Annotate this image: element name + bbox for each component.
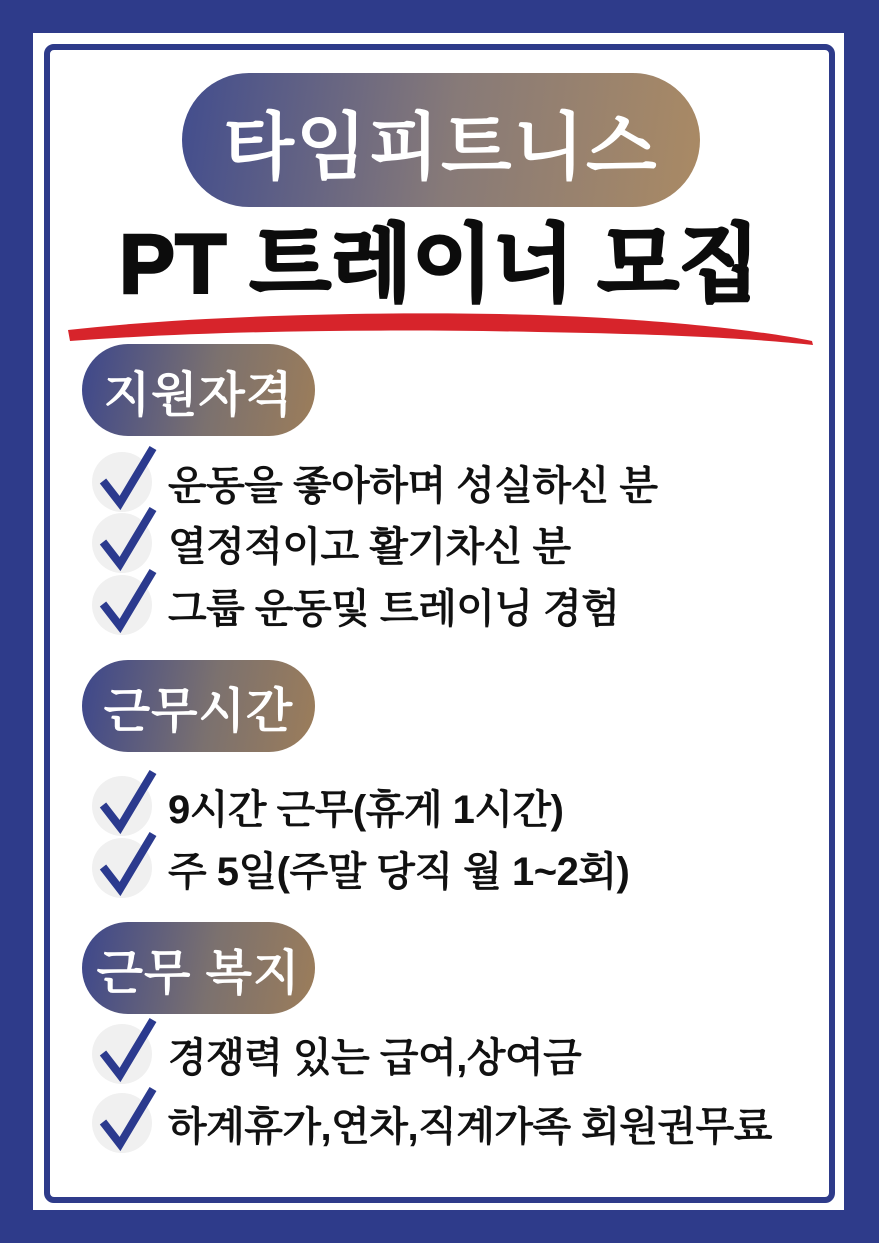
brand-name: 타임피트니스 <box>223 106 659 188</box>
section-pill-benefits <box>82 922 315 1014</box>
list-item-text: 그룹 운동및 트레이닝 경험 <box>168 586 620 631</box>
check-icon <box>92 838 152 898</box>
list-item <box>92 575 619 635</box>
headline: PT 트레이너 모집 <box>119 217 760 311</box>
list-item-text: 운동을 좋아하며 성실하신 분 <box>168 463 658 508</box>
check-icon <box>92 1093 152 1153</box>
section-pill-qualifications <box>82 344 315 436</box>
section-pill-working-hours <box>82 660 315 752</box>
list-item <box>92 452 658 512</box>
list-item <box>92 1093 772 1153</box>
list-item-text: 하계휴가,연차,직계가족 회원권무료 <box>168 1104 772 1149</box>
list-item-text: 주 5일(주말 당직 월 1~2회) <box>168 849 630 894</box>
check-icon <box>92 575 152 635</box>
list-item-text: 9시간 근무(휴게 1시간) <box>168 787 564 832</box>
section-label: 지원자격 <box>103 368 294 422</box>
list-item <box>92 838 629 898</box>
list-item <box>92 776 563 836</box>
section-label: 근무시간 <box>103 684 294 738</box>
list-item-text: 열정적이고 활기차신 분 <box>168 524 571 569</box>
check-icon <box>92 1024 152 1084</box>
section-label: 근무 복지 <box>96 946 301 1000</box>
list-item <box>92 1024 581 1084</box>
brand-badge <box>182 73 700 207</box>
list-item <box>92 513 571 573</box>
list-item-text: 경쟁력 있는 급여,상여금 <box>168 1035 582 1080</box>
